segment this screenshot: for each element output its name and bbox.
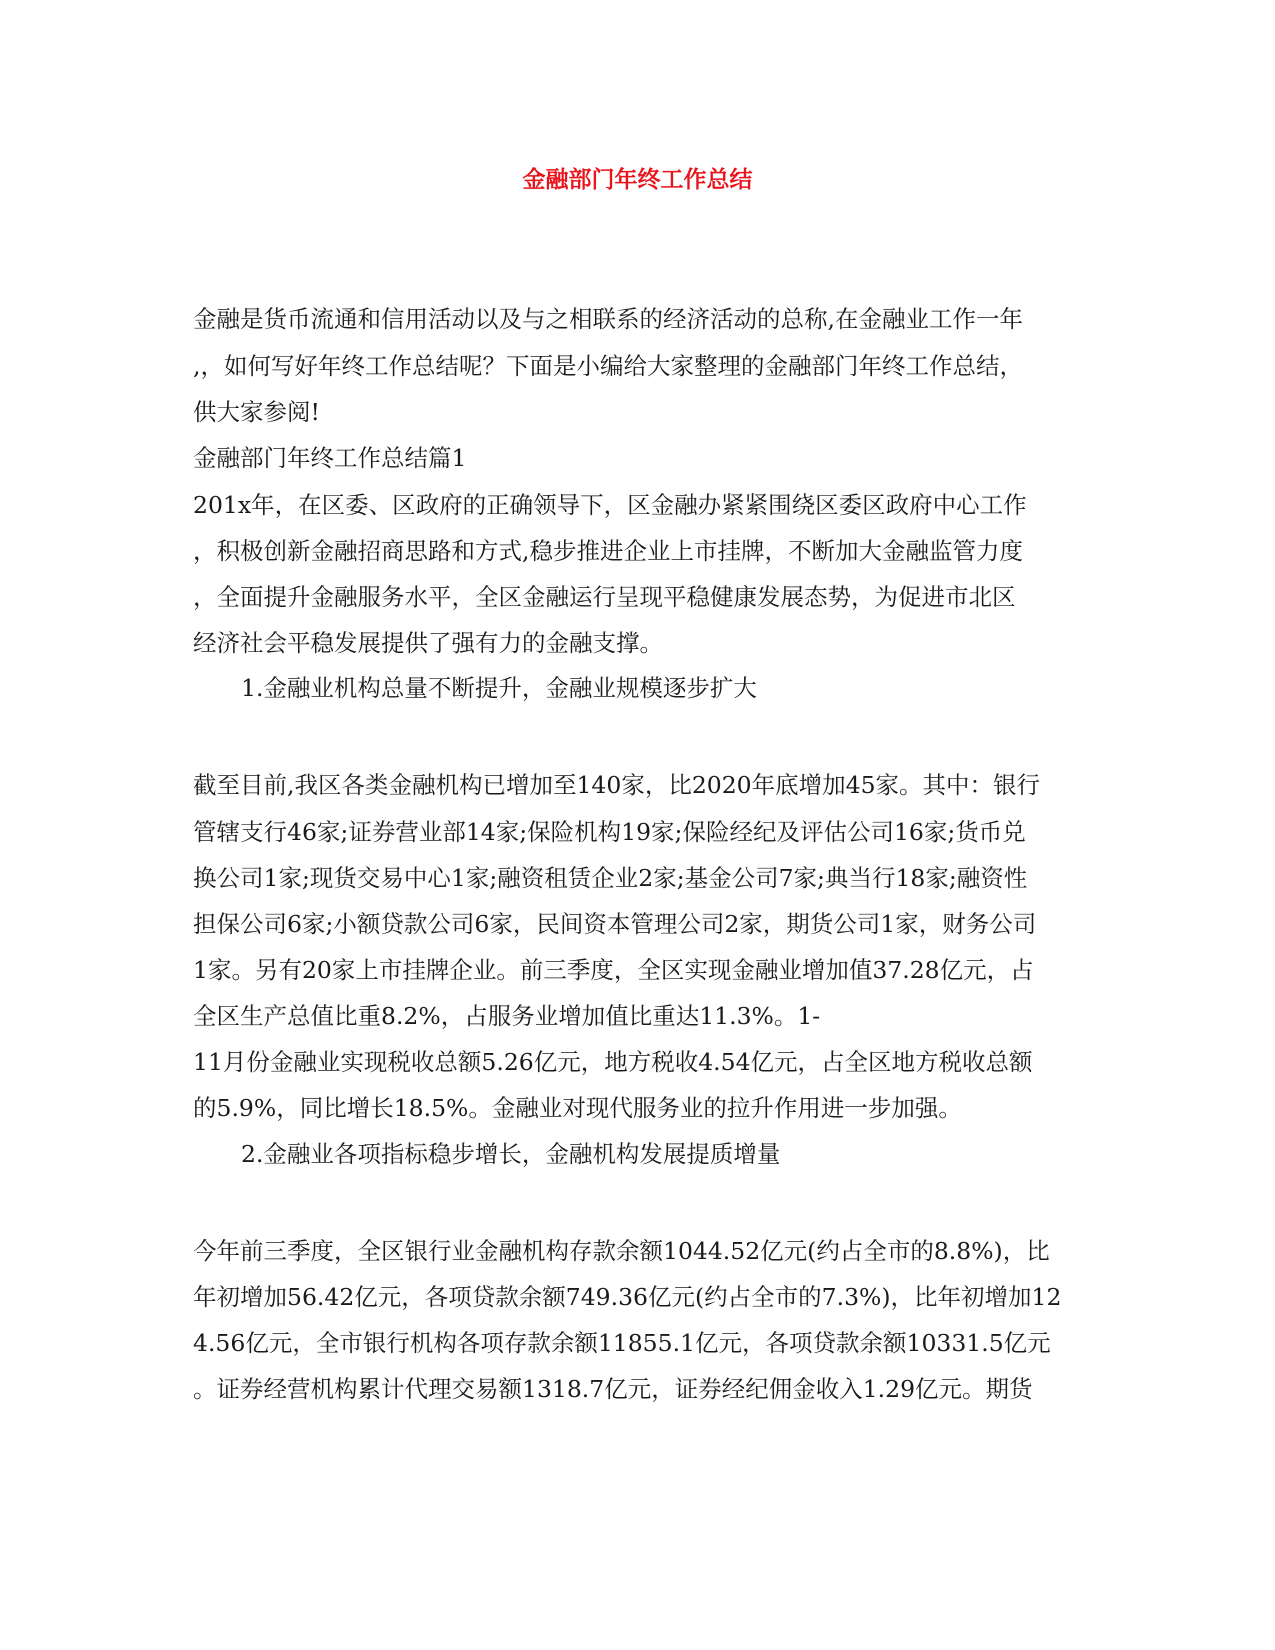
paragraph-line: ，全面提升金融服务水平，全区金融运行呈现平稳健康发展态势，为促进市北区 (193, 583, 1016, 611)
paragraph-line: 201x年，在区委、区政府的正确领导下，区金融办紧紧围绕区委区政府中心工作 (193, 491, 1027, 519)
paragraph-line: 全区生产总值比重8.2%，占服务业增加值比重达11.3%。1- (193, 1002, 821, 1030)
paragraph-line: 管辖支行46家;证券营业部14家;保险机构19家;保险经纪及评估公司16家;货币兑 (193, 818, 1026, 846)
subsection-heading: 2.金融业各项指标稳步增长，金融机构发展提质增量 (241, 1140, 781, 1168)
paragraph-line: 1家。另有20家上市挂牌企业。前三季度，全区实现金融业增加值37.28亿元，占 (193, 956, 1034, 984)
paragraph-line: 供大家参阅! (193, 398, 320, 426)
paragraph-line: 4.56亿元，全市银行机构各项存款余额11855.1亿元，各项贷款余额10331.5亿元 (193, 1329, 1051, 1357)
paragraph-line: 担保公司6家;小额贷款公司6家，民间资本管理公司2家，期货公司1家，财务公司 (193, 910, 1037, 938)
paragraph-line: 今年前三季度，全区银行业金融机构存款余额1044.52亿元(约占全市的8.8%)，比 (193, 1237, 1050, 1265)
section-heading: 金融部门年终工作总结篇1 (193, 444, 467, 472)
paragraph-line: 截至目前,我区各类金融机构已增加至140家，比2020年底增加45家。其中：银行 (193, 771, 1041, 799)
paragraph-line: ，积极创新金融招商思路和方式,稳步推进企业上市挂牌，不断加大金融监管力度 (193, 537, 1023, 565)
document-title: 金融部门年终工作总结 (522, 166, 753, 193)
paragraph-line: 的5.9%，同比增长18.5%。金融业对现代服务业的拉升作用进一步加强。 (193, 1094, 962, 1122)
paragraph-line: 。证券经营机构累计代理交易额1318.7亿元，证券经纪佣金收入1.29亿元。期货 (193, 1375, 1033, 1403)
subsection-heading: 1.金融业机构总量不断提升，金融业规模逐步扩大 (241, 674, 757, 702)
paragraph-line: 年初增加56.42亿元，各项贷款余额749.36亿元(约占全市的7.3%)，比年初增加12 (193, 1283, 1062, 1311)
paragraph-line: 金融是货币流通和信用活动以及与之相联系的经济活动的总称,在金融业工作一年 (193, 305, 1023, 333)
paragraph-line: 换公司1家;现货交易中心1家;融资租赁企业2家;基金公司7家;典当行18家;融资性 (193, 864, 1028, 892)
paragraph-line: 11月份金融业实现税收总额5.26亿元，地方税收4.54亿元，占全区地方税收总额 (193, 1048, 1033, 1076)
paragraph-line: ,，如何写好年终工作总结呢？下面是小编给大家整理的金融部门年终工作总结， (193, 352, 1023, 380)
paragraph-line: 经济社会平稳发展提供了强有力的金融支撑。 (193, 629, 663, 657)
